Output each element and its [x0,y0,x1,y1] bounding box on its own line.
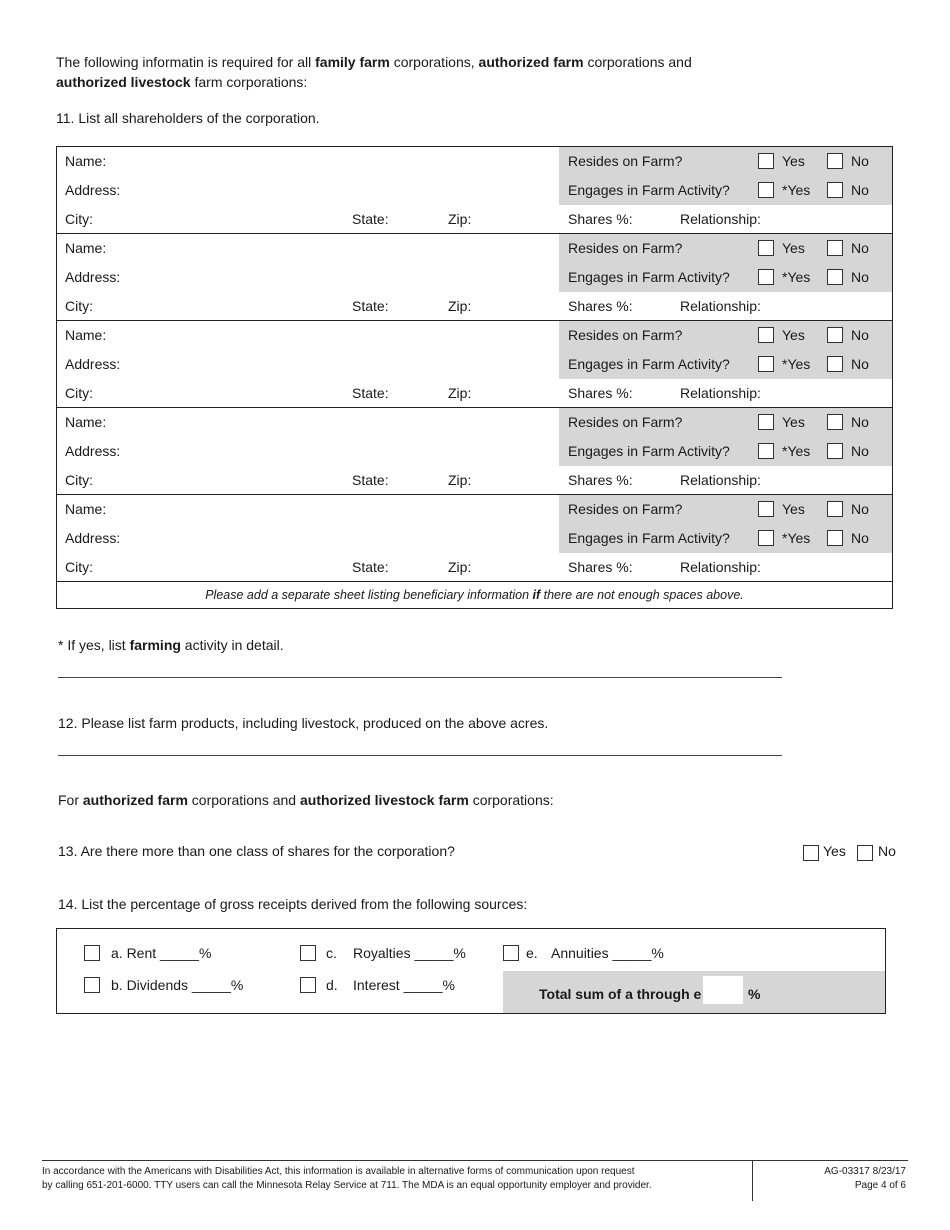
gross-receipts-box [56,928,886,1014]
engages-yes-checkbox[interactable] [758,530,774,546]
shareholder-block [57,234,892,321]
resides-no-label: No [851,327,869,343]
resides-on-farm-label: Resides on Farm? [568,414,683,430]
engages-no-checkbox[interactable] [827,443,843,459]
engages-no-label: No [851,530,869,546]
shareholder-block [57,408,892,495]
address-label: Address: [65,182,121,198]
farming-activity-line[interactable] [58,677,782,678]
annuities-label: Annuities _____% [551,945,664,961]
resides-no-label: No [851,153,869,169]
resides-yes-checkbox[interactable] [758,240,774,256]
dividends-checkbox[interactable] [84,977,100,993]
resides-on-farm-label: Resides on Farm? [568,327,683,343]
resides-on-farm-label: Resides on Farm? [568,501,683,517]
engages-farm-activity-label: Engages in Farm Activity? [568,269,730,285]
shareholder-table [56,146,893,609]
resides-no-label: No [851,501,869,517]
relationship-label: Relationship: [680,298,761,314]
resides-no-label: No [851,414,869,430]
engages-yes-checkbox[interactable] [758,443,774,459]
relationship-label: Relationship: [680,559,761,575]
resides-yes-label: Yes [782,240,805,256]
royalties-label: Royalties _____% [353,945,466,961]
shares-percent-label: Shares %: [568,559,633,575]
intro-paragraph: The following informatin is required for all family farm corporations, authorized farm corporations and authorized livestock farm corporations: [56,54,692,90]
city-label: City: [65,298,93,314]
form-info [824,1165,906,1193]
name-label: Name: [65,414,107,430]
engages-no-label: No [851,182,869,198]
rent-checkbox[interactable] [84,945,100,961]
state-label: State: [352,385,389,401]
relationship-label: Relationship: [680,472,761,488]
resides-yes-label: Yes [782,327,805,343]
resides-no-checkbox[interactable] [827,327,843,343]
state-label: State: [352,559,389,575]
engages-yes-checkbox[interactable] [758,269,774,285]
relationship-label: Relationship: [680,211,761,227]
engages-no-label: No [851,443,869,459]
royalties-checkbox[interactable] [300,945,316,961]
resides-no-checkbox[interactable] [827,501,843,517]
engages-yes-label: *Yes [782,269,811,285]
relationship-label: Relationship: [680,385,761,401]
engages-yes-label: *Yes [782,530,811,546]
name-label: Name: [65,501,107,517]
engages-no-checkbox[interactable] [827,182,843,198]
royalties-letter: c. [326,945,337,961]
engages-farm-activity-label: Engages in Farm Activity? [568,182,730,198]
engages-no-checkbox[interactable] [827,269,843,285]
question-12: 12. Please list farm products, including livestock, produced on the above acres. [58,715,549,731]
resides-no-checkbox[interactable] [827,414,843,430]
engages-yes-checkbox[interactable] [758,182,774,198]
q13-no-label: No [878,843,896,859]
resides-no-checkbox[interactable] [827,240,843,256]
shareholder-block [57,495,892,582]
name-label: Name: [65,153,107,169]
resides-on-farm-label: Resides on Farm? [568,153,683,169]
engages-no-checkbox[interactable] [827,530,843,546]
rent-label: a. Rent _____% [111,945,212,961]
shares-percent-label: Shares %: [568,298,633,314]
total-percent-sign: % [748,986,761,1002]
state-label: State: [352,298,389,314]
authorized-corporations-note: For authorized farm corporations and authorized livestock farm corporations: [58,792,554,808]
shareholder-block [57,147,892,234]
total-sum-panel [503,971,885,1013]
interest-label: Interest _____% [353,977,455,993]
page-number: Page 4 of 6 [854,1180,906,1191]
engages-yes-label: *Yes [782,443,811,459]
total-sum-label: Total sum of a through e [539,986,702,1002]
ada-line-1: In accordance with the Americans with Disabilities Act, this information is available in alternative forms of communication upon request [42,1166,635,1177]
engages-yes-label: *Yes [782,356,811,372]
shares-percent-label: Shares %: [568,385,633,401]
state-label: State: [352,211,389,227]
resides-yes-checkbox[interactable] [758,153,774,169]
shares-percent-label: Shares %: [568,472,633,488]
footer-divider [752,1161,753,1201]
question-13: 13. Are there more than one class of shares for the corporation? [58,843,455,859]
shareholder-block [57,321,892,408]
q13-yes-checkbox[interactable] [803,845,819,861]
address-label: Address: [65,269,121,285]
table-note: Please add a separate sheet listing beneficiary information if there are not enough spaces above. [205,588,744,602]
address-label: Address: [65,443,121,459]
zip-label: Zip: [448,472,472,488]
resides-yes-label: Yes [782,414,805,430]
shares-percent-label: Shares %: [568,211,633,227]
engages-yes-label: *Yes [782,182,811,198]
annuities-letter: e. [526,945,538,961]
resides-yes-label: Yes [782,153,805,169]
farm-products-line[interactable] [58,755,782,756]
engages-farm-activity-label: Engages in Farm Activity? [568,356,730,372]
form-id: AG-03317 8/23/17 [824,1166,906,1177]
resides-yes-checkbox[interactable] [758,327,774,343]
engages-farm-activity-label: Engages in Farm Activity? [568,530,730,546]
dividends-label: b. Dividends _____% [111,977,244,993]
city-label: City: [65,472,93,488]
interest-letter: d. [326,977,338,993]
state-label: State: [352,472,389,488]
address-label: Address: [65,356,121,372]
zip-label: Zip: [448,298,472,314]
farming-activity-note: * If yes, list farming activity in detail. [58,637,284,653]
resides-no-label: No [851,240,869,256]
q13-yes-label: Yes [823,843,846,859]
page-footer [42,1160,908,1201]
q13-no-checkbox[interactable] [857,845,873,861]
resides-on-farm-label: Resides on Farm? [568,240,683,256]
resides-yes-checkbox[interactable] [758,414,774,430]
resides-yes-label: Yes [782,501,805,517]
engages-yes-checkbox[interactable] [758,356,774,372]
name-label: Name: [65,240,107,256]
total-sum-input[interactable] [703,976,743,1004]
name-label: Name: [65,327,107,343]
city-label: City: [65,559,93,575]
address-label: Address: [65,530,121,546]
ada-statement [42,1165,742,1193]
city-label: City: [65,211,93,227]
resides-no-checkbox[interactable] [827,153,843,169]
engages-no-checkbox[interactable] [827,356,843,372]
engages-no-label: No [851,356,869,372]
question-14: 14. List the percentage of gross receipts derived from the following sources: [58,896,528,912]
question-11: 11. List all shareholders of the corporation. [56,110,320,126]
zip-label: Zip: [448,211,472,227]
city-label: City: [65,385,93,401]
resides-yes-checkbox[interactable] [758,501,774,517]
engages-no-label: No [851,269,869,285]
annuities-checkbox[interactable] [503,945,519,961]
ada-line-2: by calling 651-201-6000. TTY users can call the Minnesota Relay Service at 711. The MDA is an equal opportunity employer and provider. [42,1180,652,1191]
engages-farm-activity-label: Engages in Farm Activity? [568,443,730,459]
interest-checkbox[interactable] [300,977,316,993]
zip-label: Zip: [448,385,472,401]
zip-label: Zip: [448,559,472,575]
